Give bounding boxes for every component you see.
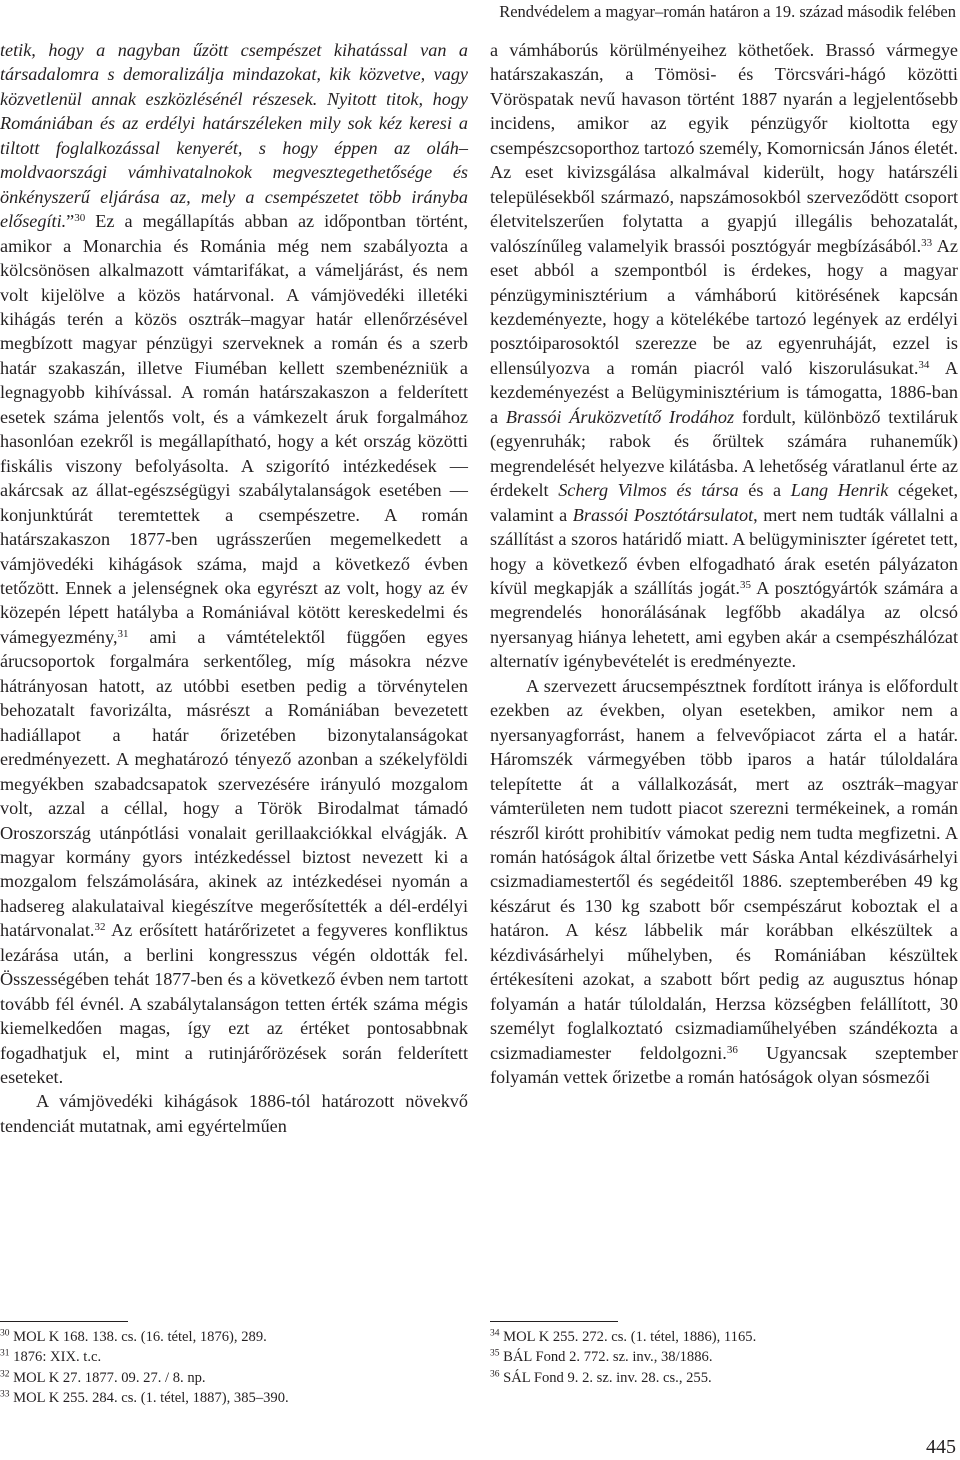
italic-name: Brassói Áruközvetítő Irodához bbox=[505, 406, 735, 427]
footnote-number: 34 bbox=[490, 1328, 500, 1339]
body-paragraph bbox=[0, 1089, 468, 1138]
footnote-list-left bbox=[0, 1327, 470, 1409]
footnote-ref-33[interactable]: 33 bbox=[921, 236, 933, 249]
footnote-number: 32 bbox=[0, 1369, 10, 1380]
footnote-ref-35[interactable]: 35 bbox=[739, 578, 751, 591]
running-header: Rendvédelem a magyar–román határon a 19. század második felében bbox=[499, 2, 956, 21]
footnote-rule-right bbox=[490, 1321, 618, 1322]
body-text: Az erősített határőrizetet a fegyveres konfliktus lezárása után, a berlini kongresszus végén oldották fel. Összességében tehát 1877-ben és a következő évben nem tartott tovább fél évnél. A szabálytalanságon tetten érték száma mégis kiemelkedően magas, így ezt az értéket pontosabbnak fogadhatjuk el, mint a rutinjárőrözések során felderített eseteket. bbox=[0, 920, 468, 1088]
left-column bbox=[0, 38, 468, 1138]
footnote-number: 36 bbox=[490, 1369, 500, 1380]
body-paragraph bbox=[0, 38, 468, 1089]
footnote-ref-31[interactable]: 31 bbox=[117, 627, 129, 640]
footnote-rule-left bbox=[0, 1321, 128, 1322]
page-number: 445 bbox=[926, 1436, 956, 1458]
body-text: Az eset abból a szempontból is érdekes, hogy a magyar pénzügyminisztérium a vámháború kitörésének kapcsán kezdeményezte, hogy a kötelékébe tartozó legények az erdélyi posztóiparosoktól szerezze be az egyenruháját, ezzel is ellensúlyozva a román piacról való kiszorulásukat. bbox=[490, 235, 958, 378]
body-text: , mert nem tudták vállalni a szállítást a szoros határidő miatt. A belügyminiszter ígéretet tett, hogy a következő évben elfogadható árak esetén pályázaton kívül megkapják a szállítás jogát. bbox=[490, 504, 958, 598]
block-quote-italic: tetik, hogy a nagyban űzött csempészet kihatással van a társadalomra s demoralizálja mindazokat, kik közvetve, vagy közvetlenül annak eszközlésénél részesek. Nyitott titok, hogy Romániában és az erdélyi határszéleken mily sok kéz keresi a tiltott foglalkozással kenyerét, s hogy éppen az oláh–moldvaországi vámhivatalnokok megvesztegethetősége és önkényszerű eljárása az, mely a csempészetet több irányba elősegíti. bbox=[0, 40, 468, 232]
body-text: és a bbox=[738, 480, 791, 501]
footnote-item bbox=[0, 1388, 470, 1408]
footnote-number: 33 bbox=[0, 1389, 10, 1400]
footnote-ref-34[interactable]: 34 bbox=[918, 358, 930, 371]
body-text: A szervezett árucsempésztnek fordított iránya is előfordult ezekben az években, olyan esetekben, amikor nem a nyersanyagforrást, hanem a felvevőpiacot zárta el a határ. Háromszék vármegyében több iparos a határ túloldalára telepítette át a vállalkozását, mert az osztrák–magyar vámterületen nem tudott piacot szerezni termékeinek, a román részről kirótt prohibitív vámokat pedig nem tudta megfizetni. A román hatóságok által őrizetbe vett Sáska Antal kézdivásárhelyi csizmadiamestertől és segédeitől 1886. szeptemberében 49 kg készárut és 130 kg szabott bőr csempészárut koboztak el a határon. A kész lábbelik már korábban elkészültek a kézdivásárhelyi műhelyben, és Romániában készültek értékesíteni azokat, a szabott bőrt pedig az augusztus hónap folyamán a határ túloldalán, Herzsa községben felállított, 30 személyt foglalkoztató csizmadiaműhelyében szándékozta a csizmadiamester feldolgozni. bbox=[490, 675, 958, 1063]
footnote-text: MOL K 255. 284. cs. (1. tétel, 1887), 385–390. bbox=[13, 1390, 289, 1407]
body-paragraph bbox=[490, 38, 958, 674]
body-text: ami a vámtételektől függően egyes árucsoportok forgalmára serkentőleg, míg másokra nézve hátrányosan hatott, az utóbbi esetben pedig a törvénytelen behozatalt favorizálta, másrészt a Romániában bevezetett hadiállapot a határ őrizetében bizonytalanságokat eredményezett. A meghatározó tényező azonban a székelyföldi megyékben szabadcsapatok szervezésére irányuló mozgalom volt, azzal a céllal, hogy a Török Birodalmat támadó Oroszország utánpótlási vonalait gerillaakciókkal elvágják. A magyar kormány gyors intézkedéssel biztost nevezett ki a mozgalom felszámolására, akinek az intézkedései nyomán a hadsereg alakulataival kiegészítve megerősítették a dél-erdélyi határvonalat. bbox=[0, 626, 468, 941]
body-text: A vámjövedéki kihágások 1886-tól határozott növekvő tendenciát mutatnak, ami egyértelműen bbox=[0, 1091, 468, 1136]
footnote-item bbox=[0, 1368, 470, 1388]
footnote-item bbox=[0, 1347, 470, 1367]
footnote-item bbox=[490, 1327, 960, 1347]
footnote-number: 30 bbox=[0, 1328, 10, 1339]
footnote-ref-32[interactable]: 32 bbox=[94, 921, 106, 934]
footnote-number: 35 bbox=[490, 1348, 500, 1359]
footnote-number: 31 bbox=[0, 1348, 10, 1359]
body-text: cégeket, valamint a bbox=[490, 480, 958, 525]
right-column bbox=[490, 38, 958, 1089]
body-text: Ez a megállapítás abban az időpontban történt, amikor a Monarchia és Románia még nem szabályozta a kölcsönösen alkalmazott vámtarifákat, a vámeljárást, és nem volt kijelölve a közös határvonal. A vámjövedéki illetéki kihágás terén a közös osztrák–magyar határ ellenőrzésével megbízott magyar pénzügyi szerveknek a román és a szerb határ szakaszán, illetve Fiuméban kellett szembenézniük a legnagyobb kihívással. A román határszakaszon a felderített esetek száma jelentős volt, és a vámkezelt áruk forgalmához hasonlóan ezekről is megállapítható, hogy a két ország közötti fiskális viszony befolyásolta. A szigorító intézkedések — akárcsak az állat-egészségügyi szabálytalanságok esetében — konjunktúrát teremtettek a csempészetre. A román határszakaszon 1877-ben ugrásszerűen megemelkedett a vámjövedéki kihágások száma, majd a következő évben tetőzött. Ennek a jelenségnek oka egyrészt az volt, hogy az év közepén lépett hatályba a Romániával kötött kereskedelmi és vámegyezmény, bbox=[0, 211, 468, 647]
body-text: fordult, különböző textiláruk (egyenruhák; rabok és őrültek számára ruhaneműk) megrendelését helyezve kilátásba. A lehetőség váratlanul érte az érdekelt bbox=[490, 406, 958, 501]
footnote-text: MOL K 168. 138. cs. (16. tétel, 1876), 289. bbox=[13, 1329, 267, 1345]
footnote-text: MOL K 27. 1877. 09. 27. / 8. np. bbox=[13, 1369, 206, 1386]
footnote-text: BÁL Fond 2. 772. sz. inv., 38/1886. bbox=[503, 1349, 713, 1366]
closing-quote-mark: ” bbox=[66, 211, 75, 232]
footnote-item bbox=[490, 1347, 960, 1367]
footnote-text: 1876: XIX. t.c. bbox=[13, 1349, 102, 1366]
footnote-ref-36[interactable]: 36 bbox=[726, 1043, 738, 1056]
italic-name: Scherg Vilmos és társa bbox=[558, 480, 739, 501]
italic-name: Lang Henrik bbox=[790, 480, 889, 501]
footnote-list-right bbox=[490, 1327, 960, 1388]
footnote-item bbox=[490, 1368, 960, 1388]
body-text: A posztógyártók számára a megrendelés honorálásának legfőbb akadálya az olcsó nyersanyag hiánya lehetett, ami egyben akár a csempészhálózat alternatív igénybevételét is eredményezte. bbox=[490, 577, 958, 672]
body-paragraph bbox=[490, 674, 958, 1090]
footnote-text: SÁL Fond 9. 2. sz. inv. 28. cs., 255. bbox=[503, 1369, 712, 1386]
footnote-item bbox=[0, 1327, 470, 1347]
body-text: Ugyancsak szeptember folyamán vettek őrizetbe a román hatóságok olyan sósmezői bbox=[490, 1042, 958, 1088]
footnote-text: MOL K 255. 272. cs. (1. tétel, 1886), 1165. bbox=[503, 1329, 757, 1345]
footnote-ref-30[interactable]: 30 bbox=[74, 212, 86, 225]
body-text: a vámháborús körülményeihez köthetőek. Brassó vármegye határszakaszán, a Tömösi- és Törcsvári-hágó közötti Vöröspatak nevű havason történt 1887 nyarán a legjelentősebb incidens, amikor az egyik pénzügyőr kioltotta egy csempészcsoporthoz tartozó személy, Komornicsán János életét. Az eset kivizsgálása alkalmával kiderült, hogy határszéli településekből származó, napszámosokból szerveződött csoport életvitelszerűen folytatta a gyapjú illegális behozatalát, valószínűleg valamelyik brassói posztógyár megbízásából. bbox=[490, 40, 958, 256]
body-text: A kezdeményezést a Belügyminisztérium is támogatta, 1886-ban a bbox=[490, 357, 958, 427]
italic-name: Brassói Posztótársulatot bbox=[572, 504, 754, 525]
